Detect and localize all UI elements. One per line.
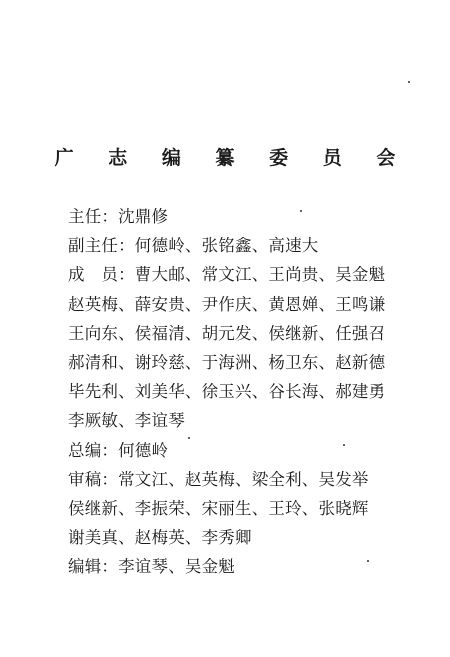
- scan-speck: [367, 560, 369, 562]
- list-line-members-6: 李厥敏、李谊琴: [68, 411, 185, 431]
- list-line-editors: 编辑：李谊琴、吴金魁: [68, 557, 235, 577]
- list-line-members-3: 王向东、侯福清、胡元发、侯继新、任强召: [68, 323, 386, 343]
- list-line-chairman: 主任：沈鼎修: [68, 207, 169, 226]
- list-line-reviewers-2: 侯继新、李振荣、宋丽生、王玲、张晓辉: [68, 498, 369, 518]
- list-line-vice-chairman: 副主任：何德岭、张铭鑫、高速大: [68, 236, 319, 256]
- committee-list: [68, 202, 440, 581]
- list-line-members-2: 赵英梅、薛安贵、尹作庆、黄恩婵、王鸣谦: [68, 294, 386, 314]
- list-line-members: 成 员：曹大邮、常文江、王尚贵、吴金魁: [68, 265, 386, 285]
- list-line-members-4: 郝清和、谢玲慈、于海洲、杨卫东、赵新德: [68, 352, 386, 372]
- list-line-chief-editor: 总编：何德岭: [68, 440, 169, 460]
- list-line-reviewers: 审稿：常文江、赵英梅、梁全利、吴发举: [68, 469, 369, 489]
- scan-speck: [408, 81, 410, 83]
- list-line-members-5: 毕先利、刘美华、徐玉兴、谷长海、郝建勇: [68, 382, 386, 402]
- list-line-reviewers-3: 谢美真、赵梅英、李秀卿: [68, 528, 252, 548]
- page-title: 广 志 编 纂 委 员 会: [54, 147, 410, 169]
- scan-speck: [300, 210, 302, 212]
- scan-speck: [188, 437, 190, 439]
- scan-speck: [343, 444, 345, 446]
